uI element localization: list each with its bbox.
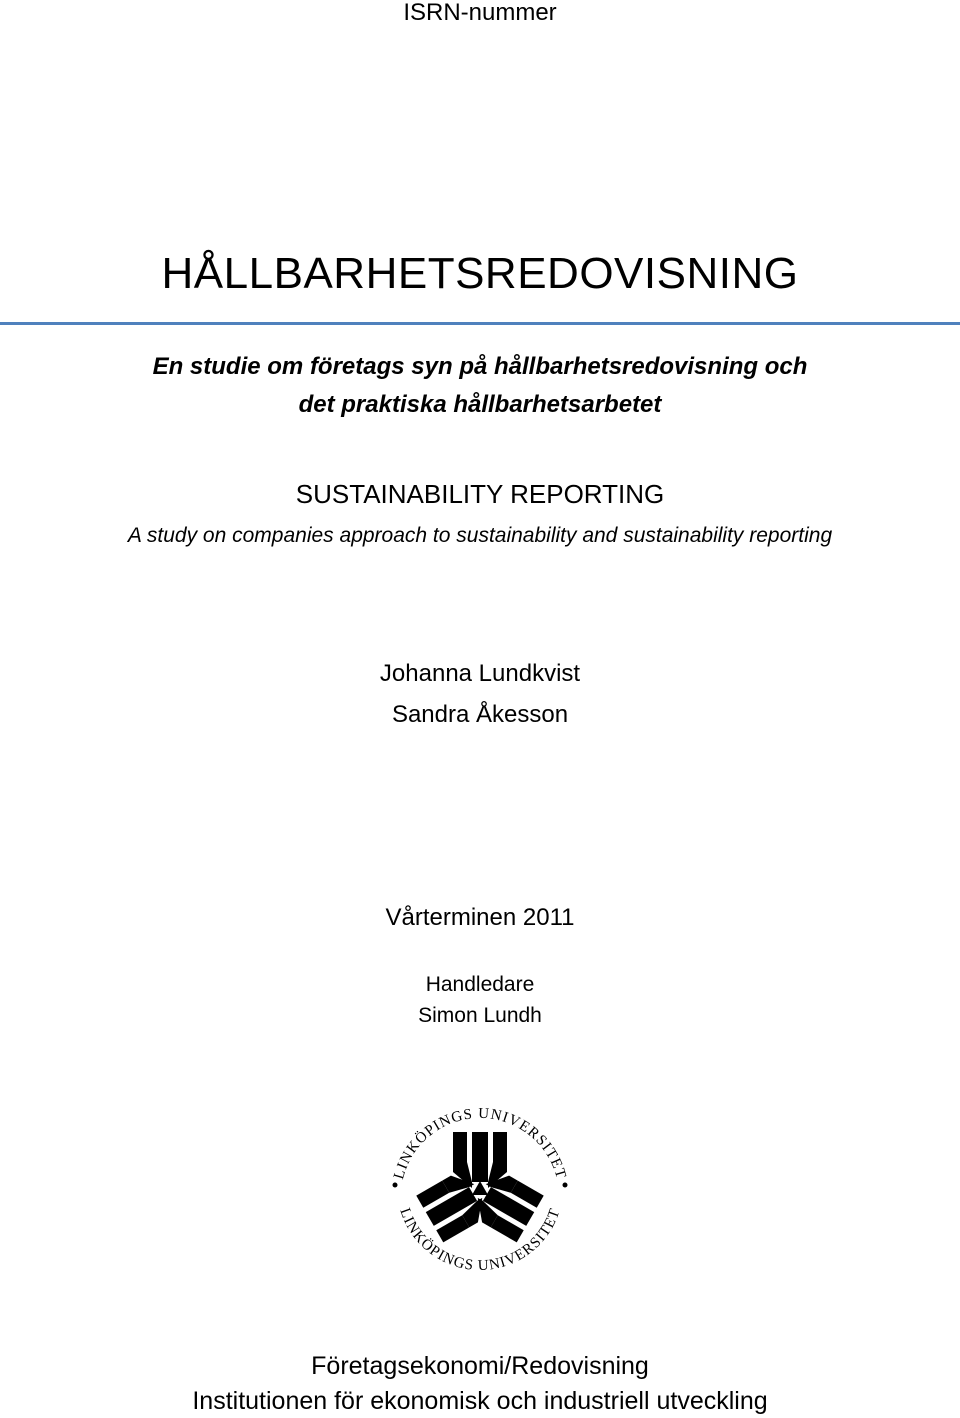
swedish-subtitle	[0, 348, 960, 424]
institution-name: Institutionen för ekonomisk och industriell utveckling	[192, 1387, 768, 1415]
linkoping-university-seal-icon	[375, 1082, 585, 1292]
english-subtitle: A study on companies approach to sustainability and sustainability reporting	[127, 524, 833, 547]
seal-text-top: LINKÖPINGS UNIVERSITET	[391, 1105, 569, 1182]
supervisor-label: Handledare	[425, 973, 535, 996]
isrn-label: ISRN-nummer	[403, 0, 557, 26]
supervisor-name: Simon Lundh	[418, 1004, 542, 1027]
title-divider	[0, 322, 960, 325]
swedish-subtitle-line-2: det praktiska hållbarhetsarbetet	[298, 391, 662, 418]
swedish-subtitle-line-1: En studie om företags syn på hållbarhetsredovisning och	[152, 353, 808, 380]
seal-emblem	[416, 1132, 543, 1242]
term-label: Vårterminen 2011	[385, 904, 575, 931]
author-name: Johanna Lundkvist	[379, 660, 581, 687]
english-title: SUSTAINABILITY REPORTING	[295, 479, 665, 509]
page-title: HÅLLBARHETSREDOVISNING	[161, 249, 799, 298]
author-name: Sandra Åkesson	[391, 701, 569, 728]
department-name: Företagsekonomi/Redovisning	[311, 1352, 649, 1380]
seal-text-bottom: LINKÖPINGS UNIVERSITET	[396, 1206, 564, 1275]
